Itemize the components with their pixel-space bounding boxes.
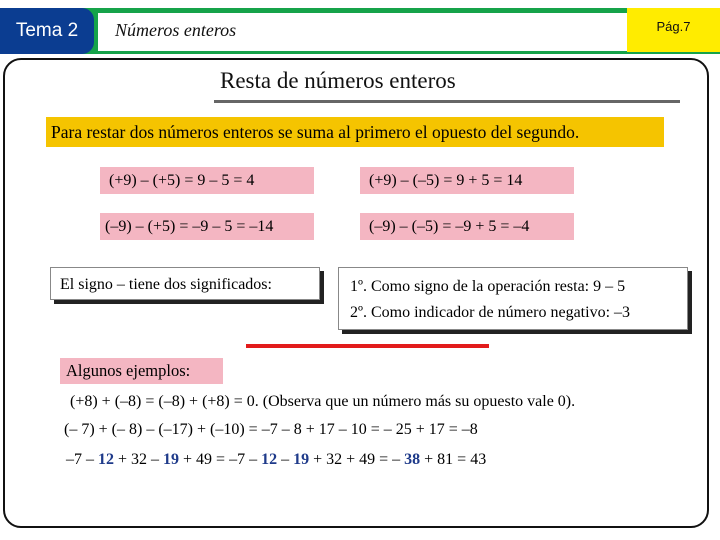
- tema-badge: Tema 2: [0, 8, 94, 54]
- lesson-title: Resta de números enteros: [220, 68, 456, 93]
- example-box: (+9) – (–5) = 9 + 5 = 14: [360, 167, 574, 194]
- expression-part: + 81 = 43: [420, 451, 487, 468]
- section-title: Números enteros: [115, 20, 237, 40]
- example-line: (+8) + (–8) = (–8) + (+8) = 0. (Observa que un número más su opuesto vale 0).: [70, 393, 576, 410]
- highlighted-term: 12: [261, 451, 278, 468]
- page-number-badge: Pág.7: [627, 8, 720, 52]
- sign-meanings-box: [338, 267, 688, 330]
- example-line: (– 7) + (– 8) – (–17) + (–10) = –7 – 8 + 17 – 10 = – 25 + 17 = –8: [64, 421, 478, 438]
- highlighted-term: 38: [404, 451, 421, 468]
- example-box: (–9) – (–5) = –9 + 5 = –4: [360, 213, 574, 240]
- title-underline: [214, 100, 680, 103]
- example-box: (–9) – (+5) = –9 – 5 = –14: [100, 213, 314, 240]
- highlighted-term: 12: [98, 451, 114, 468]
- meaning-item: 1º. Como signo de la operación resta: 9 – 5: [350, 278, 626, 295]
- expression-part: –: [277, 451, 294, 468]
- expression-part: + 32 + 49 = –: [309, 451, 405, 468]
- rule-statement: Para restar dos números enteros se suma al primero el opuesto del segundo.: [46, 117, 664, 147]
- highlighted-term: 19: [163, 451, 180, 468]
- expression-part: + 49 = –7 –: [179, 451, 262, 468]
- highlighted-term: 19: [293, 451, 310, 468]
- meaning-item: 2º. Como indicador de número negativo: –3: [350, 304, 631, 321]
- expression-part: –7 –: [66, 451, 98, 468]
- expression-part: + 32 –: [114, 451, 164, 468]
- examples-label: Algunos ejemplos:: [60, 358, 223, 384]
- example-line-highlighted: [66, 451, 486, 469]
- sign-note-box: El signo – tiene dos significados:: [50, 267, 320, 300]
- example-box: (+9) – (+5) = 9 – 5 = 4: [100, 167, 314, 194]
- divider-line: [246, 344, 489, 348]
